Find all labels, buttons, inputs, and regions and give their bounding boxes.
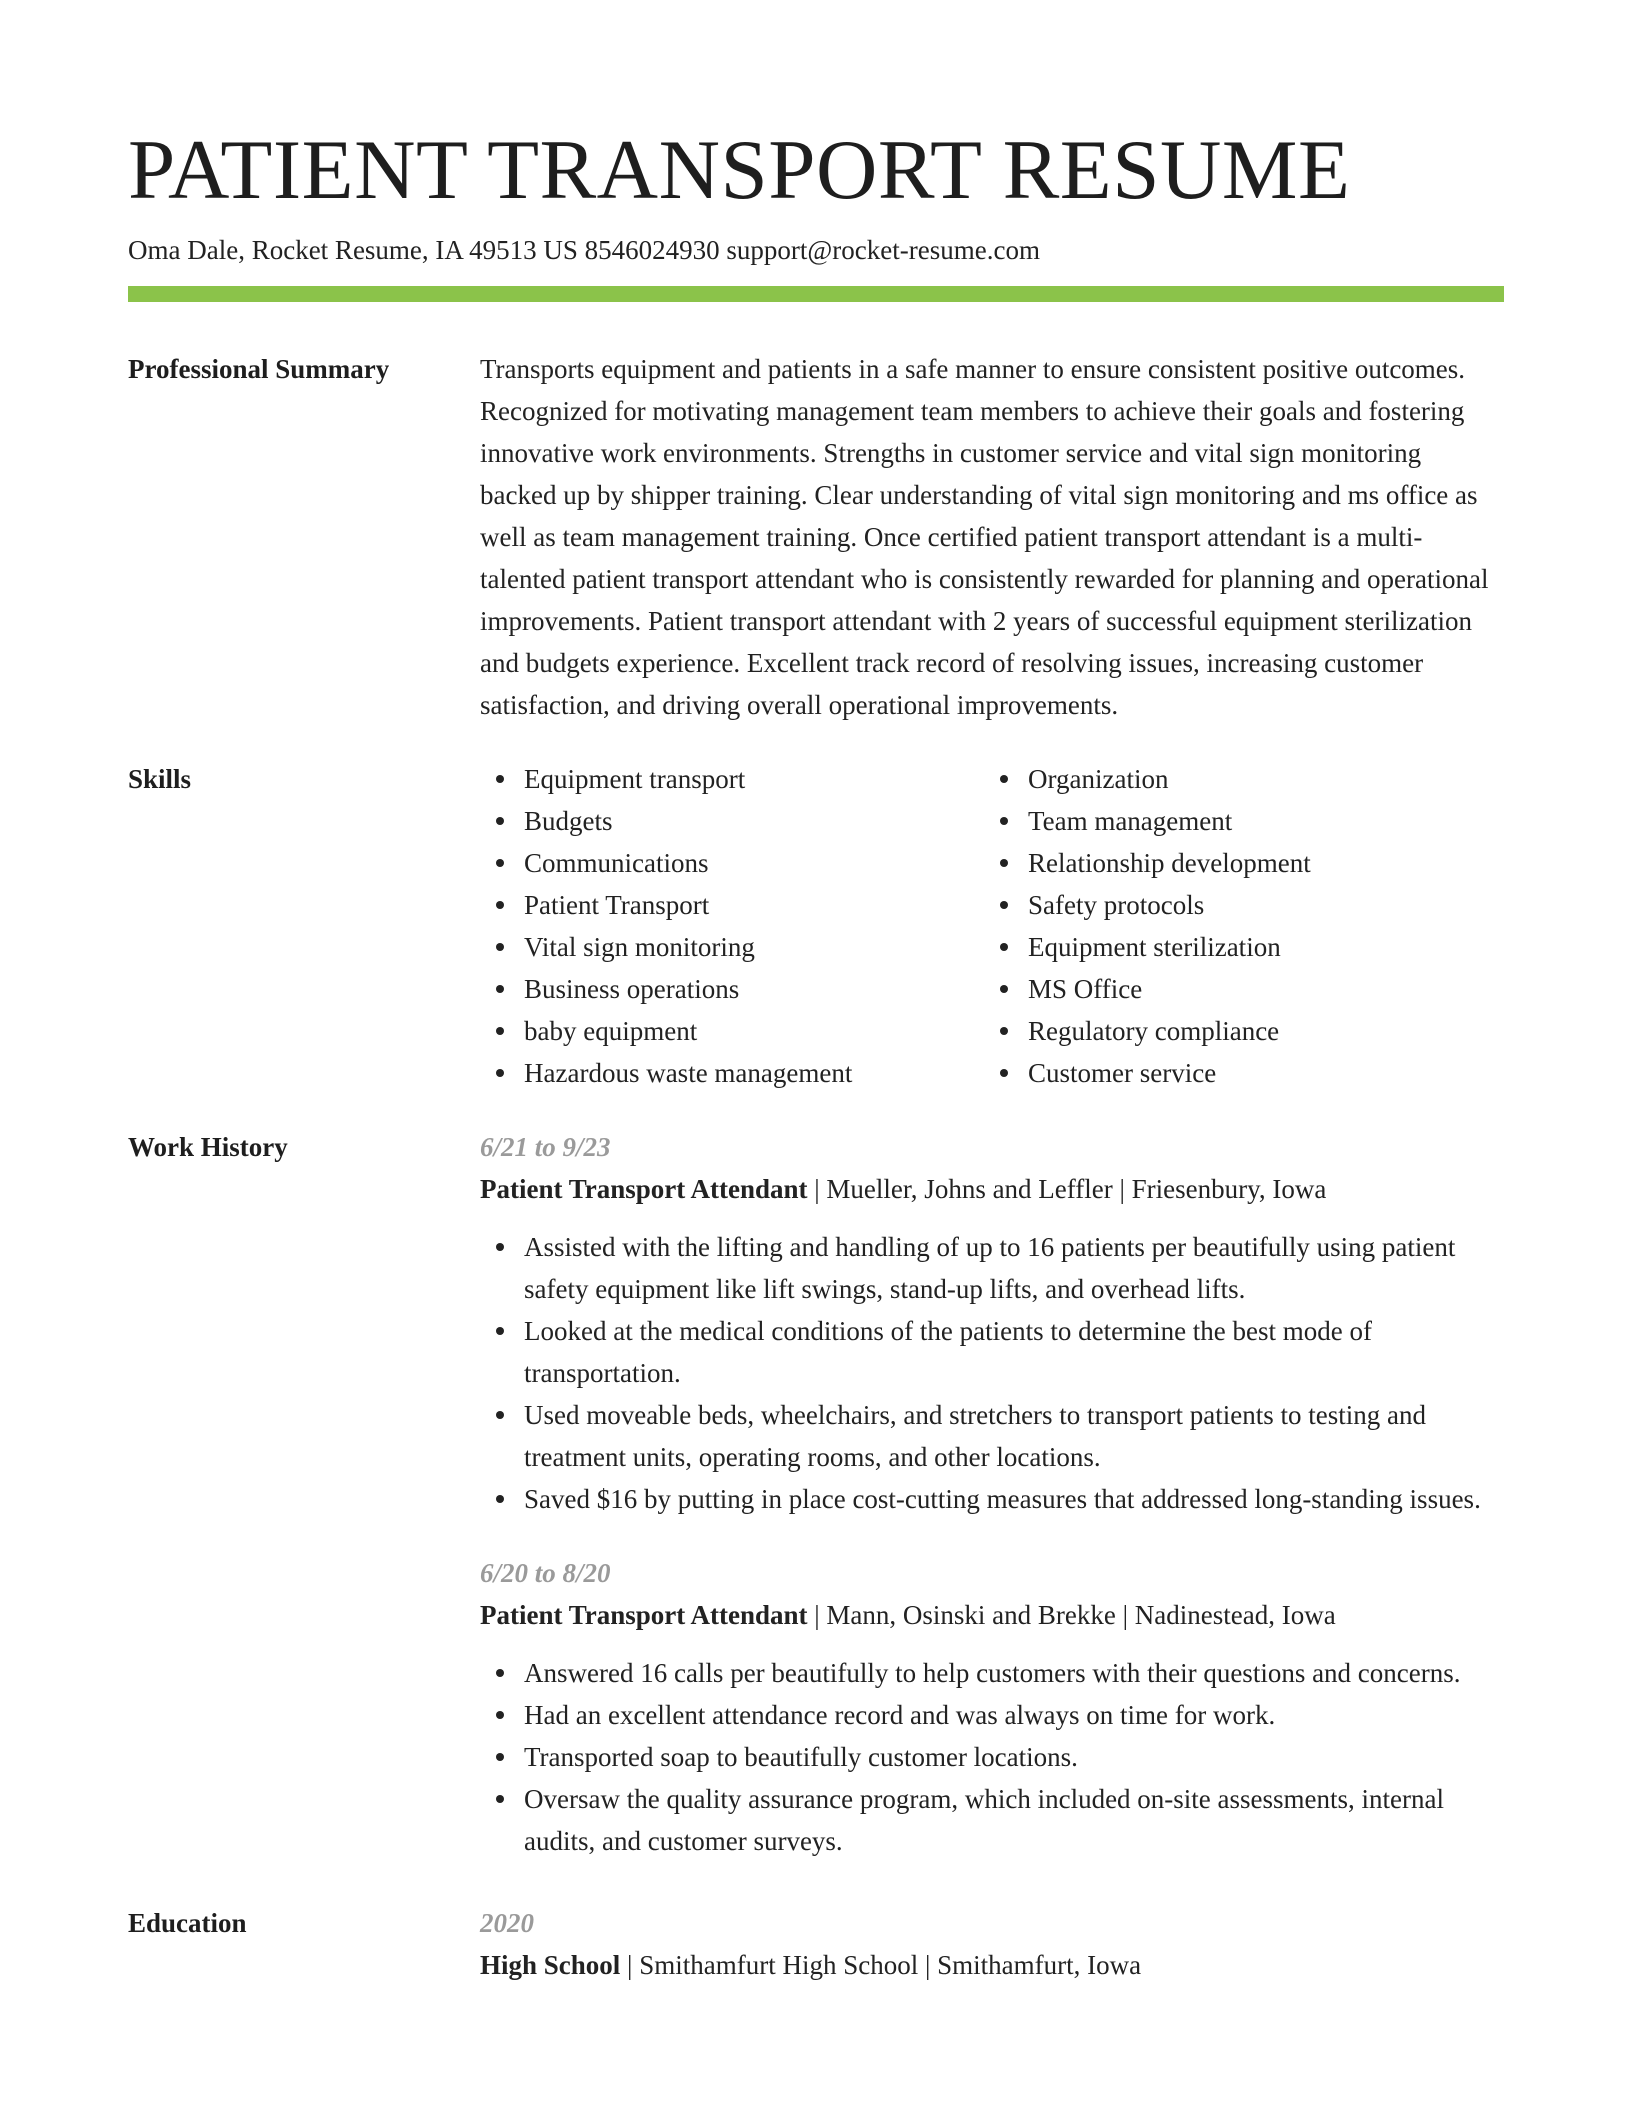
skill-item: Team management: [984, 800, 1504, 842]
skill-item: Equipment transport: [480, 758, 984, 800]
job-employer-location: | Mann, Osinski and Brekke | Nadinestead, Iowa: [807, 1600, 1336, 1630]
job-bullets: [480, 1652, 1504, 1862]
education-heading: [480, 1944, 1504, 1986]
job-dates: 6/21 to 9/23: [480, 1132, 611, 1162]
education-section: [128, 1902, 1504, 1986]
education-body: [480, 1902, 1504, 1986]
skill-item: Relationship development: [984, 842, 1504, 884]
education-label: Education: [128, 1908, 247, 1938]
job-bullet: Saved $16 by putting in place cost-cutting measures that addressed long-standing issues.: [480, 1478, 1504, 1520]
work-history-body: [480, 1126, 1504, 1862]
job-bullet: Oversaw the quality assurance program, which included on-site assessments, internal audits, and customer surveys.: [480, 1778, 1504, 1862]
skills-section: [128, 758, 1504, 1094]
education-school-location: | Smithamfurt High School | Smithamfurt, Iowa: [620, 1950, 1142, 1980]
job-entry: [480, 1126, 1504, 1520]
skills-list-right: [984, 758, 1504, 1094]
accent-divider: [128, 286, 1504, 302]
skill-item: Regulatory compliance: [984, 1010, 1504, 1052]
skill-item: Business operations: [480, 968, 984, 1010]
contact-line: Oma Dale, Rocket Resume, IA 49513 US 8546024930 support@rocket-resume.com: [128, 235, 1040, 265]
skill-item: Vital sign monitoring: [480, 926, 984, 968]
job-bullet: Used moveable beds, wheelchairs, and stretchers to transport patients to testing and treatment units, operating rooms, and other locations.: [480, 1394, 1504, 1478]
job-bullets: [480, 1226, 1504, 1520]
skills-list-left: [480, 758, 984, 1094]
skills-label: Skills: [128, 764, 192, 794]
job-bullet: Looked at the medical conditions of the patients to determine the best mode of transportation.: [480, 1310, 1504, 1394]
work-history-section: [128, 1126, 1504, 1862]
work-history-label: Work History: [128, 1132, 288, 1162]
job-heading: [480, 1168, 1504, 1210]
job-entry: [480, 1552, 1504, 1862]
job-bullet: Transported soap to beautifully customer locations.: [480, 1736, 1504, 1778]
skill-item: Communications: [480, 842, 984, 884]
summary-label: Professional Summary: [128, 354, 390, 384]
education-date: 2020: [480, 1908, 534, 1938]
education-degree: High School: [480, 1950, 621, 1980]
skill-item: Equipment sterilization: [984, 926, 1504, 968]
job-bullet: Answered 16 calls per beautifully to help customers with their questions and concerns.: [480, 1652, 1504, 1694]
skill-item: MS Office: [984, 968, 1504, 1010]
job-dates: 6/20 to 8/20: [480, 1558, 611, 1588]
resume-title: PATIENT TRANSPORT RESUME: [128, 123, 1351, 217]
summary-section: [128, 348, 1504, 726]
summary-text: Transports equipment and patients in a safe manner to ensure consistent positive outcomes. Recognized for motivating management team members to achieve their goals and fostering innovative work environments. Strengths in customer service and vital sign monitoring backed up by shipper training. Clear understanding of vital sign monitoring and ms office as well as team management training. Once certified patient transport attendant is a multi-talented patient transport attendant who is consistently rewarded for planning and operational improvements. Patient transport attendant with 2 years of successful equipment sterilization and budgets experience. Excellent track record of resolving issues, increasing customer satisfaction, and driving overall operational improvements.: [480, 354, 1489, 720]
job-title: Patient Transport Attendant: [480, 1600, 808, 1630]
skills-grid: [480, 758, 1504, 1094]
skill-item: Patient Transport: [480, 884, 984, 926]
job-title: Patient Transport Attendant: [480, 1174, 808, 1204]
skill-item: Customer service: [984, 1052, 1504, 1094]
skill-item: baby equipment: [480, 1010, 984, 1052]
job-bullet: Had an excellent attendance record and was always on time for work.: [480, 1694, 1504, 1736]
skill-item: Safety protocols: [984, 884, 1504, 926]
skill-item: Hazardous waste management: [480, 1052, 984, 1094]
resume-page: [128, 120, 1504, 1986]
skill-item: Organization: [984, 758, 1504, 800]
job-employer-location: | Mueller, Johns and Leffler | Friesenbury, Iowa: [807, 1174, 1327, 1204]
job-bullet: Assisted with the lifting and handling of up to 16 patients per beautifully using patient safety equipment like lift swings, stand-up lifts, and overhead lifts.: [480, 1226, 1504, 1310]
skill-item: Budgets: [480, 800, 984, 842]
job-heading: [480, 1594, 1504, 1636]
